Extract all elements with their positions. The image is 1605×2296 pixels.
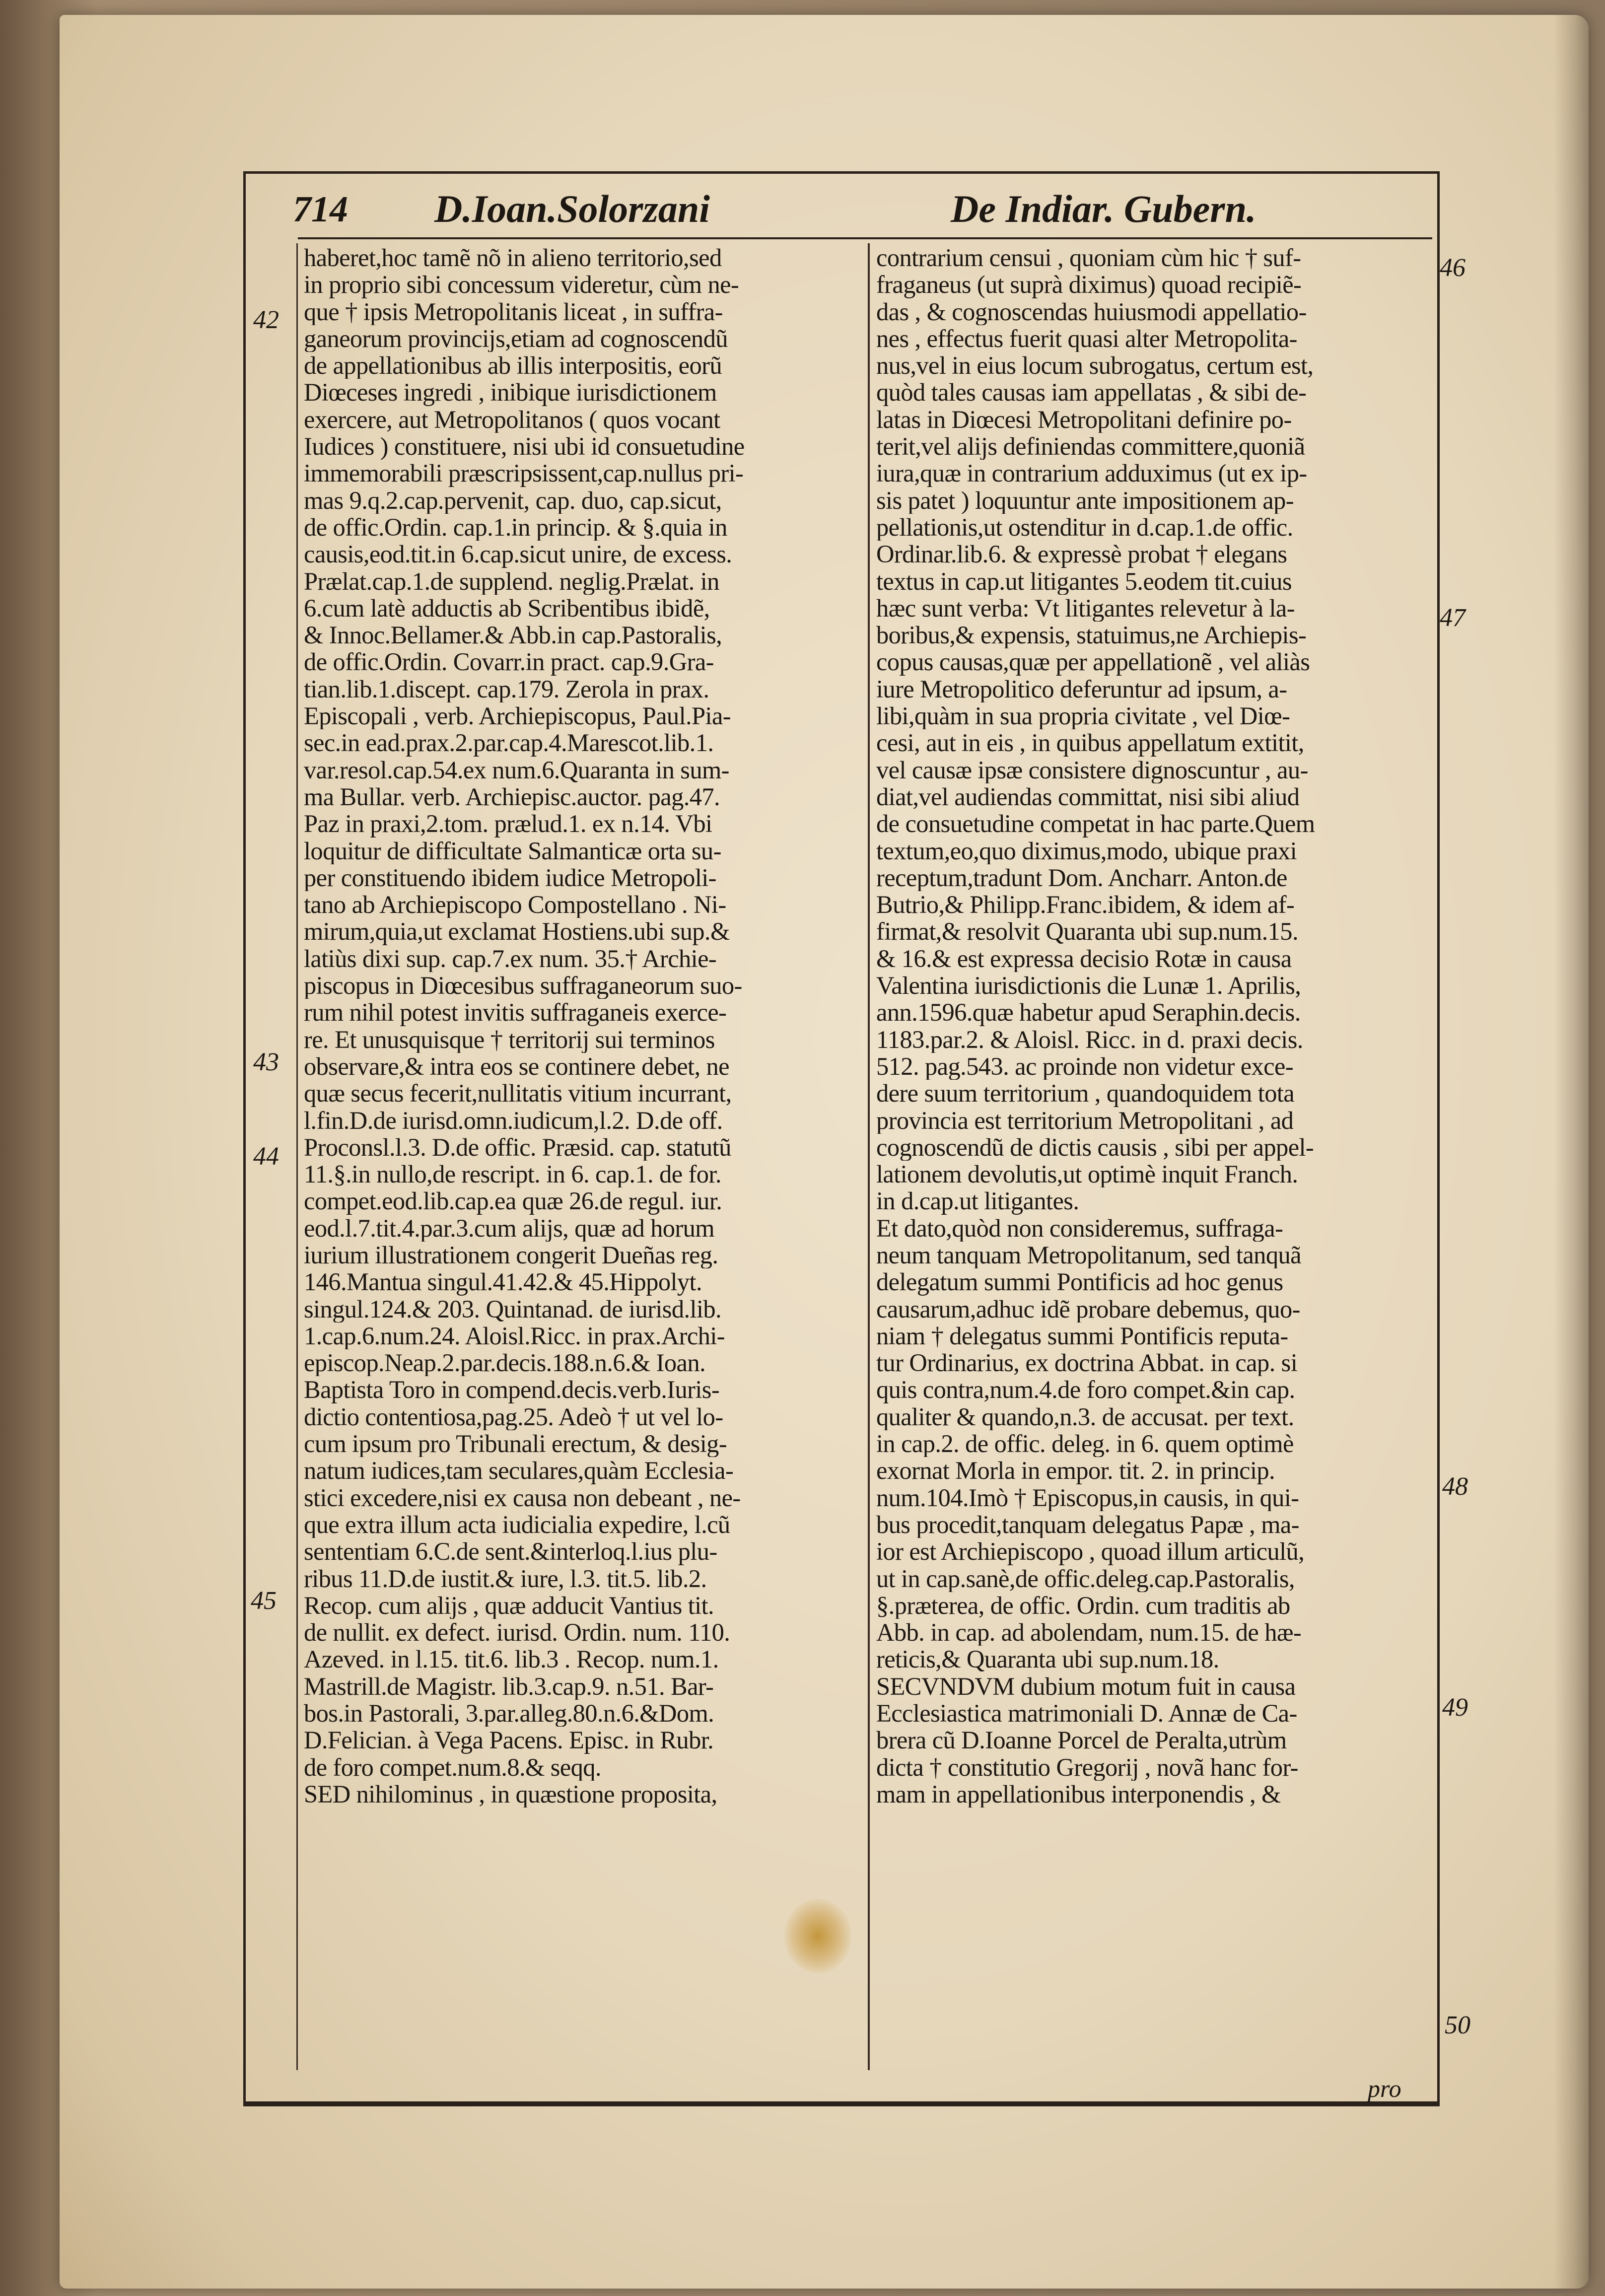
text-line: dictio contentiosa,pag.25. Adeò † ut vel lo- [304,1403,723,1431]
page-number: 714 [293,189,348,230]
text-line: Prælat.cap.1.de supplend. neglig.Prælat. in [304,567,719,595]
text-line: textus in cap.ut litigantes 5.eodem tit.cuius [876,567,1292,595]
text-line: 512. pag.543. ac proinde non videtur exce- [876,1052,1294,1080]
text-line: contrarium censui , quoniam cùm hic † suf- [876,244,1301,272]
text-line: sec.in ead.prax.2.par.cap.4.Marescot.lib.1. [304,729,714,757]
text-line: Episcopali , verb. Archiepiscopus, Paul.Pia- [304,702,731,730]
text-line: delegatum summi Pontificis ad hoc genus [876,1268,1283,1296]
text-line: Butrio,& Philipp.Franc.ibidem, & idem af- [876,891,1295,918]
text-line: copus causas,quæ per appellationẽ , vel aliàs [876,648,1310,676]
text-line: Ordinar.lib.6. & expressè probat † elegans [876,541,1287,568]
margin-number: 43 [253,1048,279,1076]
text-line: quæ secus fecerit,nullitatis vitium incurrant, [304,1080,732,1107]
text-line: tano ab Archiepiscopo Compostellano . Ni- [304,891,726,918]
right-column [876,244,1432,1808]
text-line: 6.cum latè adductis ab Scribentibus ibidẽ, [304,594,710,622]
text-line: haberet,hoc tamẽ nõ in alieno territorio,sed [304,244,722,272]
text-line: Mastrill.de Magistr. lib.3.cap.9. n.51. Bar- [304,1672,714,1700]
text-line: cum ipsum pro Tribunali erectum, & desig- [304,1430,727,1458]
text-line: eod.l.7.tit.4.par.3.cum alijs, quæ ad horum [304,1214,714,1242]
text-line: observare,& intra eos se continere debet, ne [304,1052,729,1080]
text-line: ann.1596.quæ habetur apud Seraphin.decis. [876,999,1301,1026]
text-line: sis patet ) loquuntur ante impositionem ap- [876,487,1294,514]
header-title: De Indiar. Gubern. [951,187,1256,230]
margin-number: 49 [1442,1693,1468,1722]
text-line: piscopus in Diœcesibus suffraganeorum suo- [304,972,742,999]
margin-number: 47 [1440,604,1465,632]
text-line: qualiter & quando,n.3. de accusat. per text. [876,1403,1294,1431]
text-line: dere suum territorium , quandoquidem tota [876,1080,1295,1107]
text-line: mam in appellationibus interponendis , & [876,1780,1281,1808]
text-line: fraganeus (ut suprà diximus) quoad recipiẽ- [876,271,1302,298]
text-line: SED nihilominus , in quæstione proposita, [304,1780,717,1808]
text-line: per constituendo ibidem iudice Metropoli- [304,864,716,892]
text-line: quòd tales causas iam appellatas , & sibi de- [876,379,1307,406]
text-line: latiùs dixi sup. cap.7.ex num. 35.† Archie- [304,945,717,973]
text-line: niam † delegatus summi Pontificis reputa- [876,1322,1288,1350]
text-line: in d.cap.ut litigantes. [876,1187,1079,1215]
text-line: brera cũ D.Ioanne Porcel de Peralta,utrùm [876,1727,1287,1754]
text-line: quis contra,num.4.de foro compet.&in cap. [876,1376,1295,1403]
text-line: Azeved. in l.15. tit.6. lib.3 . Recop. num.1. [304,1646,719,1673]
text-line: sententiam 6.C.de sent.&interloq.l.ius plu- [304,1538,717,1565]
margin-number: 42 [253,306,279,334]
text-line: Recop. cum alijs , quæ adducit Vantius tit. [304,1592,714,1619]
text-line: 11.§.in nullo,de rescript. in 6. cap.1. de for. [304,1161,721,1188]
text-line: tian.lib.1.discept. cap.179. Zerola in prax. [304,675,709,703]
margin-number: 48 [1442,1472,1468,1501]
text-line: §.præterea, de offic. Ordin. cum traditis ab [876,1592,1290,1619]
text-line: ribus 11.D.de iustit.& iure, l.3. tit.5. lib.2. [304,1565,707,1592]
margin-number: 46 [1440,254,1465,282]
text-line: l.fin.D.de iurisd.omn.iudicum,l.2. D.de off. [304,1107,723,1134]
text-line: 1183.par.2. & Aloisl. Ricc. in d. praxi decis. [876,1026,1303,1053]
column-divider [868,243,870,2070]
text-line: que extra illum acta iudicialia expedire, l.cũ [304,1511,730,1538]
text-line: cognoscendũ de dictis causis , sibi per appel- [876,1133,1314,1161]
text-line: pellationis,ut ostenditur in d.cap.1.de offic. [876,513,1293,541]
text-line: episcop.Neap.2.par.decis.188.n.6.& Ioan. [304,1349,706,1377]
text-line: de offic.Ordin. cap.1.in princip. & §.quia in [304,513,727,541]
text-line: rum nihil potest invitis suffraganeis exerce- [304,999,727,1026]
text-line: 1.cap.6.num.24. Aloisl.Ricc. in prax.Archi- [304,1322,725,1350]
text-line: Paz in praxi,2.tom. prælud.1. ex n.14. Vbi [304,810,712,837]
text-line: textum,eo,quo diximus,modo, ubique praxi [876,837,1297,864]
text-line: de consuetudine competat in hac parte.Quem [876,810,1315,837]
header-author: D.Ioan.Solorzani [434,187,710,230]
text-line: singul.124.& 203. Quintanad. de iurisd.lib. [304,1295,722,1322]
text-line: ut in cap.sanè,de offic.deleg.cap.Pastoralis, [876,1565,1295,1592]
text-line: hæc sunt verba: Vt litigantes relevetur à la- [876,594,1295,622]
text-line: Valentina iurisdictionis die Lunæ 1. Aprilis, [876,972,1301,999]
text-line: & 16.& est expressa decisio Rotæ in causa [876,945,1292,973]
margin-number: 50 [1445,2011,1470,2039]
text-line: ior est Archiepiscopo , quoad illum articulũ, [876,1538,1305,1565]
text-line: in proprio sibi concessum videretur, cùm ne- [304,271,739,298]
text-line: de foro compet.num.8.& seqq. [304,1753,601,1781]
text-line: Iudices ) constituere, nisi ubi id consuetudine [304,433,745,460]
text-line: iure Metropolitico deferuntur ad ipsum, a- [876,675,1287,703]
frame-bottom-rule [246,2101,1440,2104]
text-line: bus procedit,tanquam delegatus Papæ , ma- [876,1511,1299,1538]
text-line: loquitur de difficultate Salmanticæ orta su- [304,837,721,864]
text-line: Diœceses ingredi , inibique iurisdictionem [304,379,717,406]
page-edge-shadow [1554,15,1589,2289]
text-line: nes , effectus fuerit quasi alter Metropolita- [876,325,1297,352]
text-line: exornat Morla in empor. tit. 2. in princip. [876,1457,1275,1484]
text-line: in cap.2. de offic. deleg. in 6. quem optimè [876,1430,1294,1458]
text-line: libi,quàm in sua propria civitate , vel Diœ- [876,702,1290,730]
text-line: reticis,& Quaranta ubi sup.num.18. [876,1646,1219,1673]
text-line: receptum,tradunt Dom. Ancharr. Anton.de [876,864,1287,892]
text-line: compet.eod.lib.cap.ea quæ 26.de regul. iur. [304,1187,722,1215]
text-line: Abb. in cap. ad abolendam, num.15. de hæ- [876,1619,1302,1646]
text-line: num.104.Imò † Episcopus,in causis, in qui- [876,1484,1299,1511]
text-line: latas in Diœcesi Metropolitani definire po- [876,406,1292,433]
text-line: dicta † constitutio Gregorij , novã hanc for- [876,1753,1298,1781]
text-line: Proconsl.l.3. D.de offic. Præsid. cap. statutũ [304,1133,731,1161]
text-line: natum iudices,tam seculares,quàm Ecclesia- [304,1457,734,1484]
text-line: nus,vel in eius locum subrogatus, certum est, [876,352,1314,379]
page-stain [784,1899,851,1973]
text-line: re. Et unusquisque † territorij sui terminos [304,1026,715,1053]
text-line: iurium illustrationem congerit Dueñas reg. [304,1241,718,1269]
header-rule [298,237,1432,239]
text-line: mas 9.q.2.cap.pervenit, cap. duo, cap.sicut, [304,487,722,514]
text-line: firmat,& resolvit Quaranta ubi sup.num.15. [876,918,1298,945]
catchword: pro [1368,2075,1401,2102]
text-line: boribus,& expensis, statuimus,ne Archiepis- [876,622,1307,649]
text-line: iura,quæ in contrarium adduximus (ut ex ip- [876,460,1307,487]
running-header [293,184,1430,238]
text-line: & Innoc.Bellamer.& Abb.in cap.Pastoralis, [304,622,722,649]
text-line: Et dato,quòd non consideremus, suffraga- [876,1214,1283,1242]
text-line: cesi, aut in eis , in quibus appellatum extitit, [876,729,1304,757]
text-line: tur Ordinarius, ex doctrina Abbat. in cap. si [876,1349,1298,1377]
text-line: Ecclesiastica matrimoniali D. Annæ de Ca- [876,1700,1297,1727]
text-line: vel causæ ipsæ consistere dignoscuntur , au- [876,756,1308,783]
margin-number: 45 [251,1587,277,1615]
text-line: diat,vel audiendas committat, nisi sibi aliud [876,783,1300,811]
text-line: de nullit. ex defect. iurisd. Ordin. num. 110. [304,1619,730,1646]
text-line: causis,eod.tit.in 6.cap.sicut unire, de excess. [304,541,732,568]
text-line: lationem devolutis,ut optimè inquit Franch. [876,1161,1298,1188]
margin-number: 44 [253,1142,279,1171]
left-column [304,244,860,1808]
text-line: provincia est territorium Metropolitani , ad [876,1107,1294,1134]
text-line: das , & cognoscendas huiusmodi appellatio- [876,298,1307,325]
text-line: var.resol.cap.54.ex num.6.Quaranta in sum- [304,756,729,783]
text-line: exercere, aut Metropolitanos ( quos vocant [304,406,720,433]
text-line: que † ipsis Metropolitanis liceat , in suffra- [304,298,723,325]
text-line: de offic.Ordin. Covarr.in pract. cap.9.Gra- [304,648,714,676]
left-column-rule [296,243,298,2070]
text-line: causarum,adhuc idẽ probare debemus, quo- [876,1295,1300,1322]
text-line: immemorabili præscripsissent,cap.nullus pri- [304,460,744,487]
text-line: D.Felician. à Vega Pacens. Episc. in Rubr. [304,1727,714,1754]
text-line: Baptista Toro in compend.decis.verb.Iuris- [304,1376,720,1403]
text-line: ganeorum provincijs,etiam ad cognoscendũ [304,325,728,352]
text-line: 146.Mantua singul.41.42.& 45.Hippolyt. [304,1268,702,1296]
text-line: SECVNDVM dubium motum fuit in causa [876,1672,1296,1700]
text-line: de appellationibus ab illis interpositis, eorũ [304,352,722,379]
text-line: ma Bullar. verb. Archiepisc.auctor. pag.47. [304,783,720,811]
text-line: mirum,quia,ut exclamat Hostiens.ubi sup.& [304,918,730,945]
text-line: bos.in Pastorali, 3.par.alleg.80.n.6.&Dom. [304,1700,714,1727]
text-line: stici excedere,nisi ex causa non debeant , ne- [304,1484,741,1511]
text-line: neum tanquam Metropolitanum, sed tanquã [876,1241,1301,1269]
text-line: terit,vel alijs definiendas committere,quoniã [876,433,1305,460]
